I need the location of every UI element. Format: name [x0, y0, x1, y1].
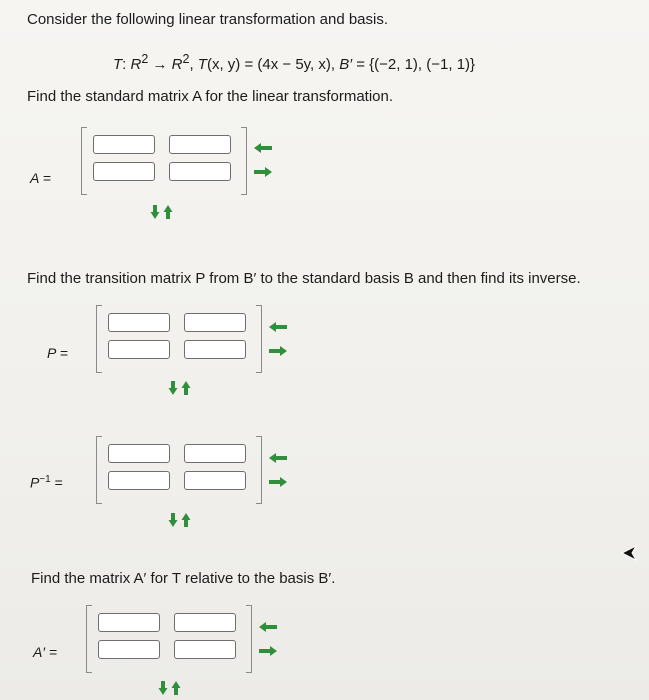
intro-text: Consider the following linear transformation and basis.	[27, 11, 389, 28]
right-bracket	[241, 127, 247, 195]
question-3-prompt: Find the matrix A′ for T relative to the basis B′.	[31, 570, 336, 587]
matrix-a-prime	[86, 605, 252, 673]
matrix-p-inverse-cell-r2c1[interactable]	[108, 471, 170, 490]
matrix-p-inverse-cell-r1c1[interactable]	[108, 444, 170, 463]
matrix-p-label: P =	[47, 345, 68, 361]
right-bracket	[256, 436, 262, 504]
question-2-prompt: Find the transition matrix P from B′ to the standard basis B and then find its inverse.	[27, 270, 581, 287]
arrow-up-icon[interactable]	[171, 680, 181, 696]
arrow-right-icon[interactable]	[253, 166, 273, 178]
left-bracket	[96, 305, 102, 373]
transformation-equation: T: $R^2 \to R^2$, T(x, y) = (4x − 5y, x), B′ = {(−2, 1), (−1, 1)}	[113, 52, 476, 73]
right-bracket	[246, 605, 252, 673]
arrow-up-icon[interactable]	[181, 380, 191, 396]
matrix-a	[81, 127, 247, 195]
arrow-right-icon[interactable]	[258, 645, 278, 657]
arrow-left-icon[interactable]	[253, 142, 273, 154]
arrow-down-icon[interactable]	[150, 204, 160, 220]
matrix-a-cell-r2c1[interactable]	[93, 162, 155, 181]
matrix-p	[96, 305, 262, 373]
mouse-cursor-icon	[621, 544, 639, 562]
question-1-prompt: Find the standard matrix A for the linear transformation.	[27, 88, 394, 105]
arrow-left-icon[interactable]	[268, 321, 288, 333]
matrix-p-cell-r1c1[interactable]	[108, 313, 170, 332]
arrow-right-icon[interactable]	[268, 476, 288, 488]
arrow-left-icon[interactable]	[268, 452, 288, 464]
arrow-down-icon[interactable]	[168, 380, 178, 396]
matrix-p-inverse	[96, 436, 262, 504]
matrix-p-inverse-cell-r1c2[interactable]	[184, 444, 246, 463]
matrix-p-cell-r2c2[interactable]	[184, 340, 246, 359]
matrix-a-prime-cell-r2c2[interactable]	[174, 640, 236, 659]
left-bracket	[81, 127, 87, 195]
matrix-a-label: A =	[30, 170, 51, 186]
left-bracket	[96, 436, 102, 504]
arrow-down-icon[interactable]	[158, 680, 168, 696]
matrix-a-cell-r1c2[interactable]	[169, 135, 231, 154]
matrix-a-cell-r1c1[interactable]	[93, 135, 155, 154]
matrix-p-inverse-label: $P^{-1}$ =	[30, 474, 63, 491]
matrix-a-prime-cell-r1c2[interactable]	[174, 613, 236, 632]
matrix-a-prime-cell-r1c1[interactable]	[98, 613, 160, 632]
arrow-up-icon[interactable]	[163, 204, 173, 220]
arrow-left-icon[interactable]	[258, 621, 278, 633]
matrix-p-inverse-cell-r2c2[interactable]	[184, 471, 246, 490]
right-bracket	[256, 305, 262, 373]
arrow-up-icon[interactable]	[181, 512, 191, 528]
arrow-down-icon[interactable]	[168, 512, 178, 528]
matrix-a-prime-label: A′ =	[33, 644, 58, 660]
left-bracket	[86, 605, 92, 673]
matrix-a-cell-r2c2[interactable]	[169, 162, 231, 181]
arrow-right-icon[interactable]	[268, 345, 288, 357]
matrix-p-cell-r2c1[interactable]	[108, 340, 170, 359]
matrix-a-prime-cell-r2c1[interactable]	[98, 640, 160, 659]
matrix-p-cell-r1c2[interactable]	[184, 313, 246, 332]
